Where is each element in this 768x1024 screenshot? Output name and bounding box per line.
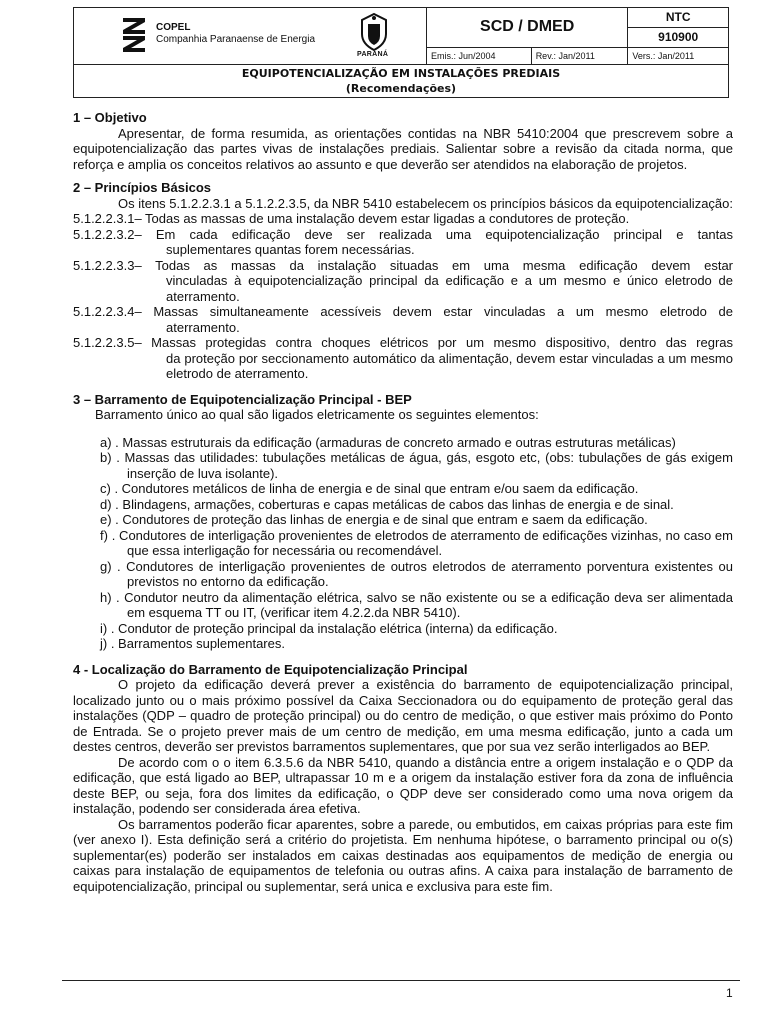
title-line-2: (Recomendações)	[345, 82, 457, 95]
document-header	[73, 7, 729, 95]
list-item: i) . Condutor de proteção principal da instalação elétrica (interna) da edificação.	[100, 620, 558, 636]
page-number: 1	[726, 986, 733, 1000]
document-body	[73, 110, 733, 894]
principle-code: 5.1.2.2.3.5	[73, 335, 135, 350]
copel-logo-icon	[123, 18, 145, 52]
principle-text-cont: aterramento.	[166, 319, 240, 335]
section-4-paragraph-3: Os barramentos poderão ficar aparentes, sobre a parede, ou embutidos, em caixas próprias para este fim (ver anexo I). Esta definição será a critério do projetista. Em nenhuma hipótese, o barramento principal ou o(s) suplementar(es) poderão ser instalados em caixas destinadas aos equipamentos de medição de energia ou caixas para instalação de equipamentos de telefonia ou outras afins. A caixa para instalação de barramento de equipotencialização, principal ou suplementar, será unica e exclusiva para este fim.	[73, 816, 733, 894]
footer-divider	[62, 980, 740, 981]
seal-label: PARANÁ	[357, 51, 389, 58]
principle-code: 5.1.2.2.3.3	[73, 257, 135, 273]
ntc-label: NTC	[628, 8, 729, 28]
section-4-paragraph-2: De acordo com o o item 6.3.5.6 da NBR 5410, quando a distância entre a origem instalação e o QDP da edificação, que está ligado ao BEP, ultrapassar 10 m e a origem da instalação estiver fora da zona de influência deste BEP, ou seja, fora dos limites da edificação, o QDP deve ser considerado como uma nova origem da instalação, podendo ser considerada área efetiva.	[73, 754, 733, 816]
principle-item	[73, 304, 733, 335]
list-item: j) . Barramentos suplementares.	[100, 636, 285, 651]
revision-date: Rev.: Jan/2011	[531, 47, 628, 64]
emission-date: Emis.: Jun/2004	[427, 47, 532, 64]
principle-text-cont: da proteção por seccionamento automático da alimentação, devem estar vinculadas a um mesmo eletrodo de aterramento.	[166, 350, 733, 381]
list-item: h) . Condutor neutro da alimentação elétrica, salvo se não existente ou se a edificação deva ser alimentada em esquema TT ou IT, (verificar item 4.2.2.da NBR 5410).	[100, 589, 733, 620]
principle-text: – Todas as massas da instalação situadas em uma mesma edificação devem estar	[134, 257, 733, 273]
doc-type: SCD / DMED	[427, 8, 628, 48]
ntc-number: 910900	[628, 27, 729, 47]
section-2-intro: Os itens 5.1.2.2.3.1 a 5.1.2.2.3.5, da NBR 5410 estabelecem os princípios básicos da equipotencialização:	[118, 195, 733, 211]
principle-code: 5.1.2.2.3.2	[73, 226, 135, 242]
principle-code: 5.1.2.2.3.4	[73, 304, 135, 319]
principle-text: – Todas as massas de uma instalação devem estar ligadas a condutores de proteção.	[134, 211, 630, 226]
principle-text: – Massas simultaneamente acessíveis devem estar vinculadas a um mesmo eletrodo de	[134, 304, 733, 319]
version-date: Vers.: Jan/2011	[628, 47, 729, 64]
list-item: c) . Condutores metálicos de linha de energia e de sinal que entram e/ou saem da edificação.	[100, 481, 639, 496]
parana-seal-icon	[356, 12, 392, 52]
list-item: e) . Condutores de proteção das linhas de energia e de sinal que entram e saem da edificação.	[100, 512, 648, 527]
list-item: g) . Condutores de interligação provenientes de outros eletrodos de aterramento porventura existentes ou previstos no entorno da edificação.	[100, 558, 733, 589]
principle-text: – Massas protegidas contra choques elétricos por um mesmo dispositivo, dentro das regras	[134, 335, 733, 350]
section-2-heading: 2 – Princípios Básicos	[73, 180, 212, 195]
section-3-intro: Barramento único ao qual são ligados eletricamente os seguintes elementos:	[95, 407, 539, 422]
company-short-name: COPEL	[156, 22, 191, 33]
title-line-1: EQUIPOTENCIALIZAÇÃO EM INSTALAÇÕES PREDIAIS	[241, 67, 561, 80]
section-4-heading: 4 - Localização do Barramento de Equipotencialização Principal	[73, 661, 468, 677]
list-item: a) . Massas estruturais da edificação (armaduras de concreto armado e outras estruturas metálicas)	[100, 434, 676, 450]
principle-text-cont: suplementares quantas forem necessárias.	[166, 242, 415, 257]
principle-text-cont: vinculadas à equipotencialização principal da edificação e a um mesmo e único eletrodo de aterramento.	[166, 273, 733, 304]
principle-item	[73, 335, 733, 382]
section-4-paragraph-1: O projeto da edificação deverá prever a existência do barramento de equipotencialização principal, localizado junto ou o mais próximo possível da Caixa Seccionadora ou do equipamento de proteção geral das instalações (QDP – quadro de proteção principal) ou do centro de medição, o que estiver mais próximo do Ponto de Entrada. Se o projeto prever mais de um centro de medição, em uma mesma edificação, junto a cada um destes centros, deverão ser previstos barramentos suplementares, que por sua vez serão interligados ao BEP.	[73, 677, 733, 754]
company-full-name: Companhia Paranaense de Energia	[156, 34, 315, 45]
principle-text: – Em cada edificação deve ser realizada uma equipotencialização principal e tantas	[134, 226, 733, 242]
principle-item	[73, 227, 733, 258]
section-3-heading: 3 – Barramento de Equipotencialização Principal - BEP	[73, 391, 412, 407]
section-1-heading: 1 – Objetivo	[73, 110, 147, 125]
list-item: f) . Condutores de interligação provenientes de eletrodos de aterramento de edificações vizinhas, no caso em que essa interligação for necessária ou recomendável.	[100, 527, 733, 558]
logo-area	[74, 8, 427, 65]
list-item: b) . Massas das utilidades: tubulações metálicas de água, gás, esgoto etc, (obs: tubulações de gás exigem inserção de luva isolante).	[100, 450, 733, 481]
document-title	[74, 65, 729, 98]
principle-code: 5.1.2.2.3.1	[73, 211, 135, 226]
list-item: d) . Blindagens, armações, coberturas e capas metálicas de cabos das linhas de energia e de sinal.	[100, 496, 674, 512]
section-1-text: Apresentar, de forma resumida, as orientações contidas na NBR 5410:2004 que prescrevem sobre a equipotencialização das partes vivas de instalações prediais. Salientar sobre a revisão da citada norma, que reforça e amplia os conceitos relativos ao assunto e que deverão ser atendidos na elaboração de projetos.	[73, 125, 733, 172]
principle-item	[73, 258, 733, 305]
principle-item	[73, 211, 733, 227]
